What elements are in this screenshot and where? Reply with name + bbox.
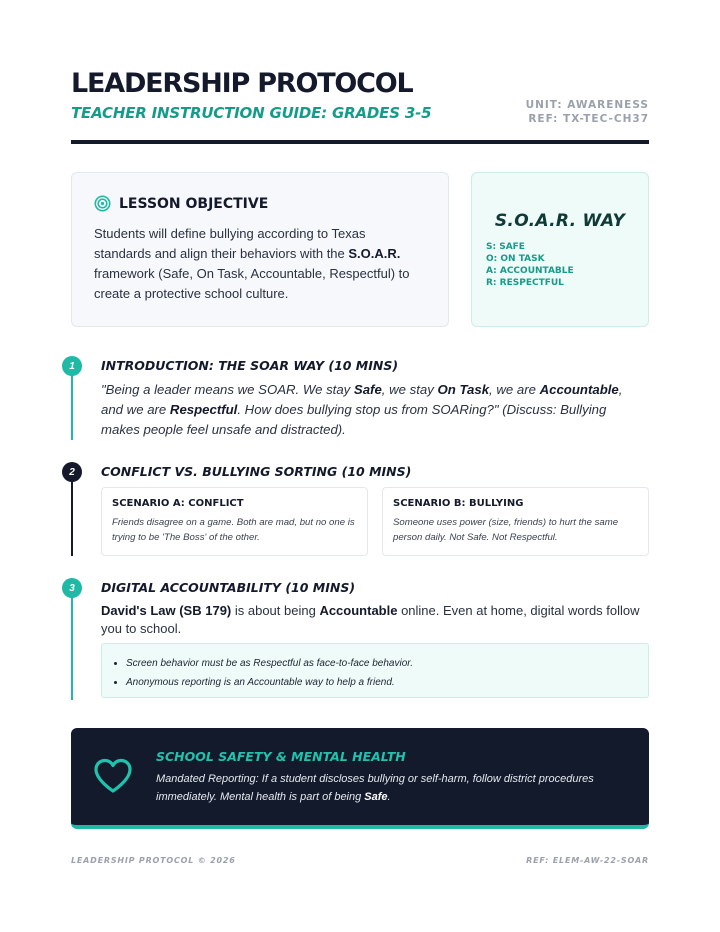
header-meta (526, 98, 649, 126)
step-2-badge: 2 (62, 462, 82, 482)
step-1-badge: 1 (62, 356, 82, 376)
page-title: LEADERSHIP PROTOCOL (71, 68, 413, 99)
section-3-timeline (71, 588, 73, 700)
soar-item-respectful: R: RESPECTFUL (486, 278, 564, 288)
section-3-bullet-list (101, 643, 649, 698)
soar-way-card (471, 172, 649, 327)
section-introduction (71, 356, 649, 446)
soar-item-safe: S: SAFE (486, 242, 525, 252)
footer-copyright: LEADERSHIP PROTOCOL © 2026 (71, 856, 236, 865)
soar-item-on-task: O: ON TASK (486, 254, 545, 264)
target-icon (94, 195, 111, 212)
scenario-a-text: Friends disagree on a game. Both are mad, but no one is trying to be 'The Boss' of the other. (112, 517, 355, 543)
section-2-timeline (71, 472, 73, 556)
page-subtitle: TEACHER INSTRUCTION GUIDE: GRADES 3-5 (71, 104, 432, 122)
scenario-a-title: SCENARIO A: CONFLICT (112, 498, 244, 509)
safety-banner (71, 728, 649, 829)
safety-title: SCHOOL SAFETY & MENTAL HEALTH (156, 749, 406, 764)
list-item: • Screen behavior must be as Respectful as face-to-face behavior. (126, 654, 648, 673)
section-conflict-sorting (71, 462, 649, 562)
section-3-title: DIGITAL ACCOUNTABILITY (10 MINS) (101, 580, 356, 595)
step-3-badge: 3 (62, 578, 82, 598)
section-2-title: CONFLICT VS. BULLYING SORTING (10 MINS) (101, 464, 412, 479)
scenario-b-text: Someone uses power (size, friends) to hurt the same person daily. Not Safe. Not Respectful. (393, 517, 619, 543)
objective-header (94, 195, 426, 212)
soar-title: S.O.A.R. WAY (494, 211, 626, 231)
soar-list (486, 241, 634, 289)
section-digital-accountability (71, 578, 649, 702)
list-item: • Anonymous reporting is an Accountable way to help a friend. (126, 673, 648, 692)
unit-label: UNIT: AWARENESS (525, 99, 649, 111)
section-1-timeline (71, 366, 73, 440)
section-3-text: David's Law (SB 179) is about being Accountable online. Even at home, digital words follow you to school. (101, 603, 640, 636)
page-header (71, 68, 649, 144)
section-1-title: INTRODUCTION: THE SOAR WAY (10 MINS) (101, 358, 399, 373)
scenario-a-card (101, 487, 368, 556)
lesson-objective-card (71, 172, 449, 327)
scenario-b-title: SCENARIO B: BULLYING (393, 498, 524, 509)
footer-reference: REF: ELEM-AW-22-SOAR (526, 856, 649, 865)
heart-icon (93, 758, 133, 794)
soar-item-accountable: A: ACCOUNTABLE (486, 266, 574, 276)
section-1-text: "Being a leader means we SOAR. We stay Safe, we stay On Task, we are Accountable, and we are Respectful. How does bullying stop us from SOARing?" (Discuss: Bullying makes people feel unsafe and distracted). (101, 382, 623, 437)
ref-label: REF: TX-TEC-CH37 (528, 113, 649, 125)
safety-text: Mandated Reporting: If a student discloses bullying or self-harm, follow district procedures immediately. Mental health is part of being Safe. (156, 773, 594, 803)
scenario-b-card (382, 487, 649, 556)
objective-text: Students will define bullying according to Texas standards and align their behaviors with the S.O.A.R. framework (Safe, On Task, Accountable, Respectful) to create a protective school culture. (94, 226, 410, 301)
objective-title: LESSON OBJECTIVE (119, 195, 269, 212)
